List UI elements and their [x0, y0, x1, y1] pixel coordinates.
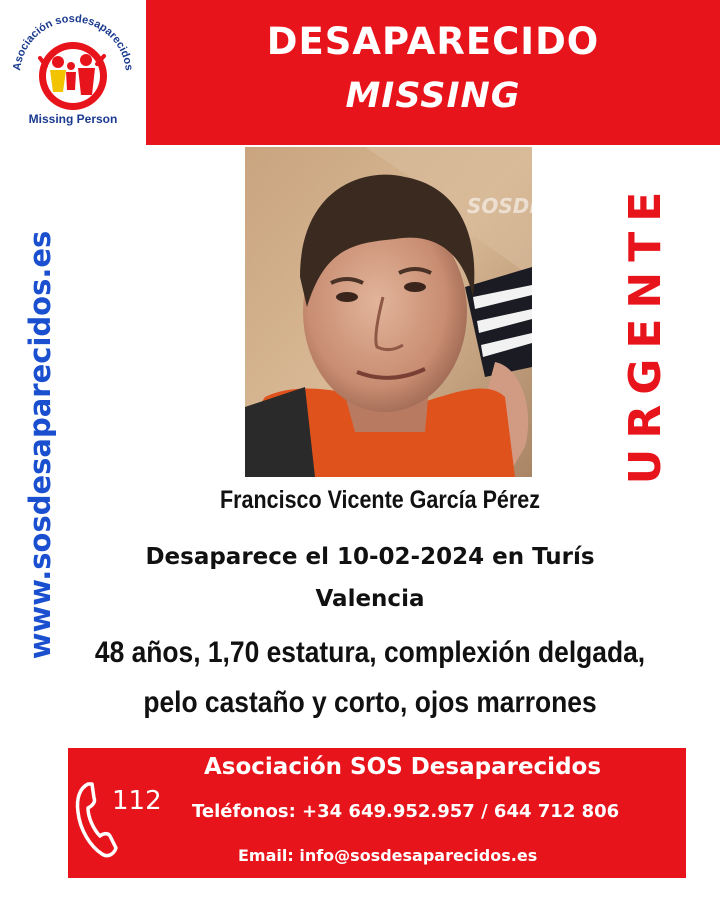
urgent-label: URGENTE [620, 181, 671, 485]
contact-banner [68, 748, 686, 878]
organization-logo [0, 0, 146, 145]
website-text: www.sosdesaparecidos.es [23, 230, 57, 660]
emergency-number[interactable]: 112 [112, 786, 162, 816]
disappearance-info: Desaparece el 10-02-2024 en Turís [145, 544, 595, 570]
missing-person-photo [245, 147, 558, 477]
logo-caption: Missing Person [28, 112, 118, 126]
photo-watermark: SOSDES [467, 194, 558, 218]
description-line-1: 48 años, 1,70 estatura, complexión delgada, [94, 636, 646, 669]
page-subtitle: MISSING [345, 76, 521, 116]
contact-email[interactable]: Email: info@sosdesaparecidos.es [238, 846, 538, 865]
logo-arc-text: Asociación sosdesaparecidos [11, 12, 135, 72]
organization-name: Asociación SOS Desaparecidos [204, 754, 602, 780]
person-name: Francisco Vicente García Pérez [220, 486, 540, 514]
page-title: DESAPARECIDO [266, 20, 600, 63]
contact-phones[interactable]: Teléfonos: +34 649.952.957 / 644 712 806 [192, 801, 620, 822]
website-link[interactable] [20, 165, 60, 725]
header-banner [146, 0, 720, 145]
province: Valencia [315, 586, 425, 612]
description-line-2: pelo castaño y corto, ojos marrones [143, 686, 597, 719]
